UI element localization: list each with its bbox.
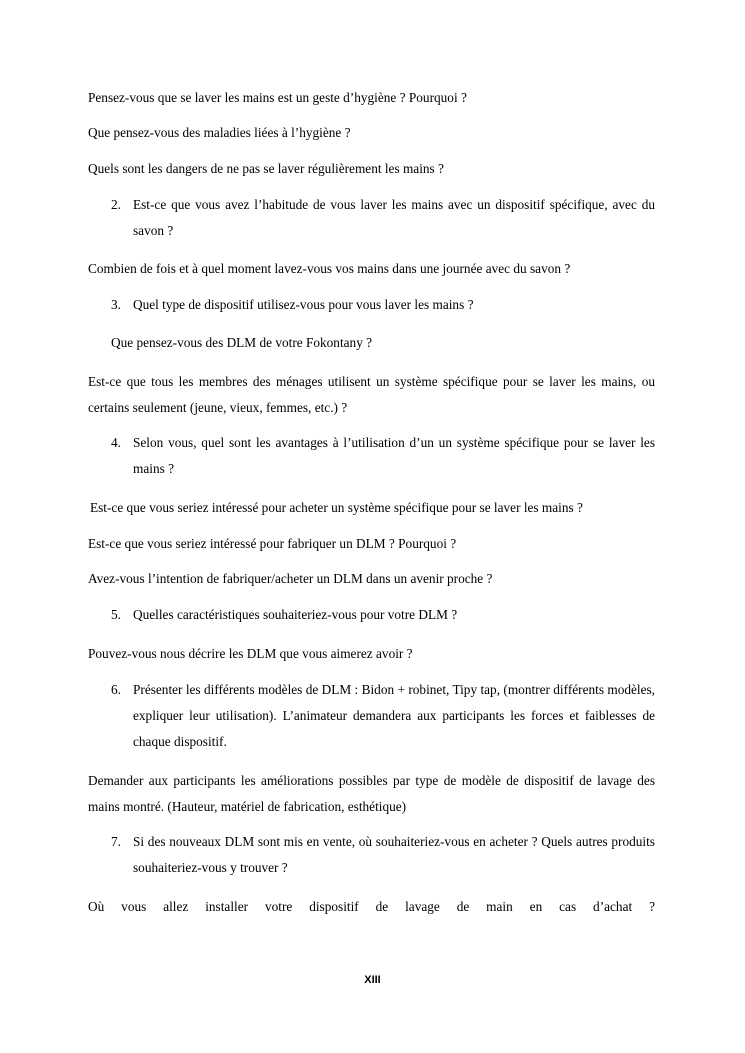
list-item-5 [111,602,655,628]
question-build-interest: Est-ce que vous seriez intéressé pour fabriquer un DLM ? Pourquoi ? [88,536,457,551]
list-item-3 [111,292,655,318]
list-text: Quelles caractéristiques souhaiteriez-vous pour votre DLM ? [133,607,458,622]
question-dangers: Quels sont les dangers de ne pas se laver régulièrement les mains ? [88,161,444,176]
page-number: XIII [364,974,381,986]
list-item-2 [111,192,655,244]
list-number: 4. [111,435,121,450]
list-item-7 [111,829,655,881]
question-dlm-fokontany: Que pensez-vous des DLM de votre Fokontany ? [111,335,373,350]
list-item-6 [111,677,655,755]
question-install-location: Où vous allez installer votre dispositif de lavage de main en cas d’achat ? [88,899,655,914]
list-text: Quel type de dispositif utilisez-vous pour vous laver les mains ? [133,297,474,312]
list-text: Présenter les différents modèles de DLM : Bidon + robinet, Tipy tap, (montrer différents modèles, expliquer leur utilisation). L’animateur demandera aux participants les forces et faiblesses de chaque dispositif. [133,682,655,749]
list-item-4 [111,430,655,482]
question-household-members: Est-ce que tous les membres des ménages utilisent un système spécifique pour se laver les mains, ou certains seulement (jeune, vieux, femmes, etc.) ? [88,374,655,415]
question-describe-dlm: Pouvez-vous nous décrire les DLM que vous aimerez avoir ? [88,646,413,661]
list-number: 3. [111,297,121,312]
list-number: 5. [111,607,121,622]
question-intention: Avez-vous l’intention de fabriquer/acheter un DLM dans un avenir proche ? [88,571,493,586]
question-frequency: Combien de fois et à quel moment lavez-vous vos mains dans une journée avec du savon ? [88,261,571,276]
list-number: 7. [111,834,121,849]
question-buy-interest: Est-ce que vous seriez intéressé pour acheter un système spécifique pour se laver les mains ? [90,500,583,515]
list-text: Si des nouveaux DLM sont mis en vente, où souhaiteriez-vous en acheter ? Quels autres produits souhaiteriez-vous y trouver ? [133,834,655,875]
list-text: Selon vous, quel sont les avantages à l’utilisation d’un un système spécifique pour se laver les mains ? [133,435,655,476]
instruction-improvements: Demander aux participants les améliorations possibles par type de modèle de dispositif de lavage des mains montré. (Hauteur, matériel de fabrication, esthétique) [88,773,655,814]
list-text: Est-ce que vous avez l’habitude de vous laver les mains avec un dispositif spécifique, avec du savon ? [133,197,655,238]
list-number: 6. [111,682,121,697]
question-hygiene-gesture: Pensez-vous que se laver les mains est un geste d’hygiène ? Pourquoi ? [88,90,467,105]
list-number: 2. [111,197,121,212]
question-hygiene-diseases: Que pensez-vous des maladies liées à l’hygiène ? [88,125,351,140]
